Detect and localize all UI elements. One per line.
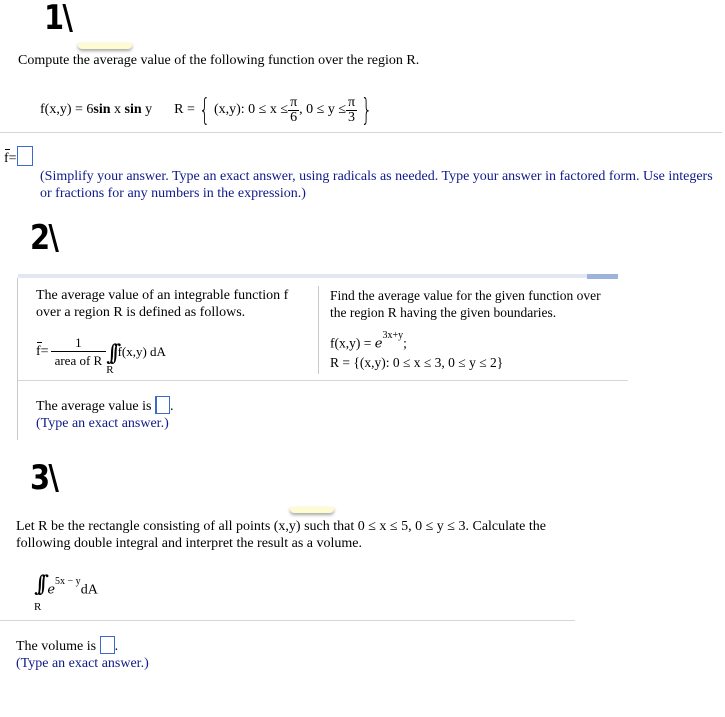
task-text: Find the average value for the given function over the region R having the given boundaries. <box>330 288 601 320</box>
double-integral-icon: ∫∫ <box>34 572 42 597</box>
answer-input-volume[interactable] <box>100 636 115 654</box>
answer-input-average-value[interactable] <box>155 396 170 414</box>
problem2-answer-row: The average value is . <box>36 396 173 415</box>
problem1-instructions: (Simplify your answer. Type an exact answer, using radicals as needed. Type your answer in factored form. Use integers or fractions for any numbers in the expression.) <box>40 169 713 201</box>
region-set-mid: , 0 ≤ y ≤ <box>299 102 347 117</box>
tooltip-stub <box>78 43 132 49</box>
problem3-integral: ∫∫ R $e^{5x - y}dA$ <box>34 572 98 613</box>
problem2-region: R = {(x,y): 0 ≤ x ≤ 3, 0 ≤ y ≤ 2} <box>330 355 504 370</box>
divider <box>0 620 575 621</box>
double-integral-icon: ∫∫ <box>106 341 114 366</box>
function-suffix: y <box>141 102 153 117</box>
sin-1: sin <box>93 102 111 117</box>
f-bar-label: f <box>4 151 9 166</box>
problem1-expression <box>40 88 376 132</box>
fraction-pi-over-3: $\frac{\pi}{3}$ <box>348 94 356 125</box>
integrand: f(x,y) dA <box>117 343 166 359</box>
double-integral: ∫∫ R <box>106 341 114 376</box>
sin-2: sin <box>124 102 142 117</box>
panel-scroll-indicator[interactable] <box>587 274 618 279</box>
problem3-prompt: Let R be the rectangle consisting of all points (x,y) such that 0 ≤ x ≤ 5, 0 ≤ y ≤ 3. Calculate the following double integral and interpret the result as a volume. <box>16 519 546 551</box>
left-brace-icon: { <box>198 92 211 128</box>
tooltip-stub <box>290 507 334 513</box>
panel-top-bar <box>18 274 618 278</box>
region-prefix: R = <box>174 102 195 117</box>
average-value-formula: f = $\frac{1}{\text{area of R}}$ ∫∫ R f(x,y) dA <box>36 335 166 376</box>
divider <box>0 132 722 133</box>
problem1-answer-row: f= <box>4 146 33 167</box>
problem3-answer-row: The volume is . <box>16 636 118 655</box>
problem2-instructions: (Type an exact answer.) <box>36 416 169 431</box>
function-prefix: f(x,y) = 6 <box>40 102 94 117</box>
f-bar-symbol: f <box>36 343 41 359</box>
definition-text: The average value of an integrable function f over a region R is defined as follows. <box>36 288 289 320</box>
handwritten-label-2: 2\ <box>30 218 58 258</box>
region-set-start: (x,y): 0 ≤ x ≤ <box>213 102 289 117</box>
double-integral: ∫∫ R <box>34 572 42 613</box>
right-brace-icon: } <box>360 92 373 128</box>
handwritten-label-3: 3\ <box>30 458 58 498</box>
problem3-instructions: (Type an exact answer.) <box>16 656 149 671</box>
problem2-function: $f(x,y) = e^{3x+y}$; <box>330 330 407 352</box>
panel-left-border <box>17 278 18 440</box>
handwritten-label-1: 1\ <box>44 0 72 38</box>
problem1-prompt: Compute the average value of the following function over the region R. <box>18 53 420 68</box>
fraction-pi-over-6: $\frac{\pi}{6}$ <box>290 94 298 125</box>
divider <box>18 380 628 381</box>
answer-input-f-bar[interactable] <box>17 146 33 166</box>
panel-column-divider <box>318 286 319 374</box>
function-mid: x <box>110 102 125 117</box>
fraction-one-over-area: $\frac{1}{\text{area of R}}$ <box>51 336 107 367</box>
